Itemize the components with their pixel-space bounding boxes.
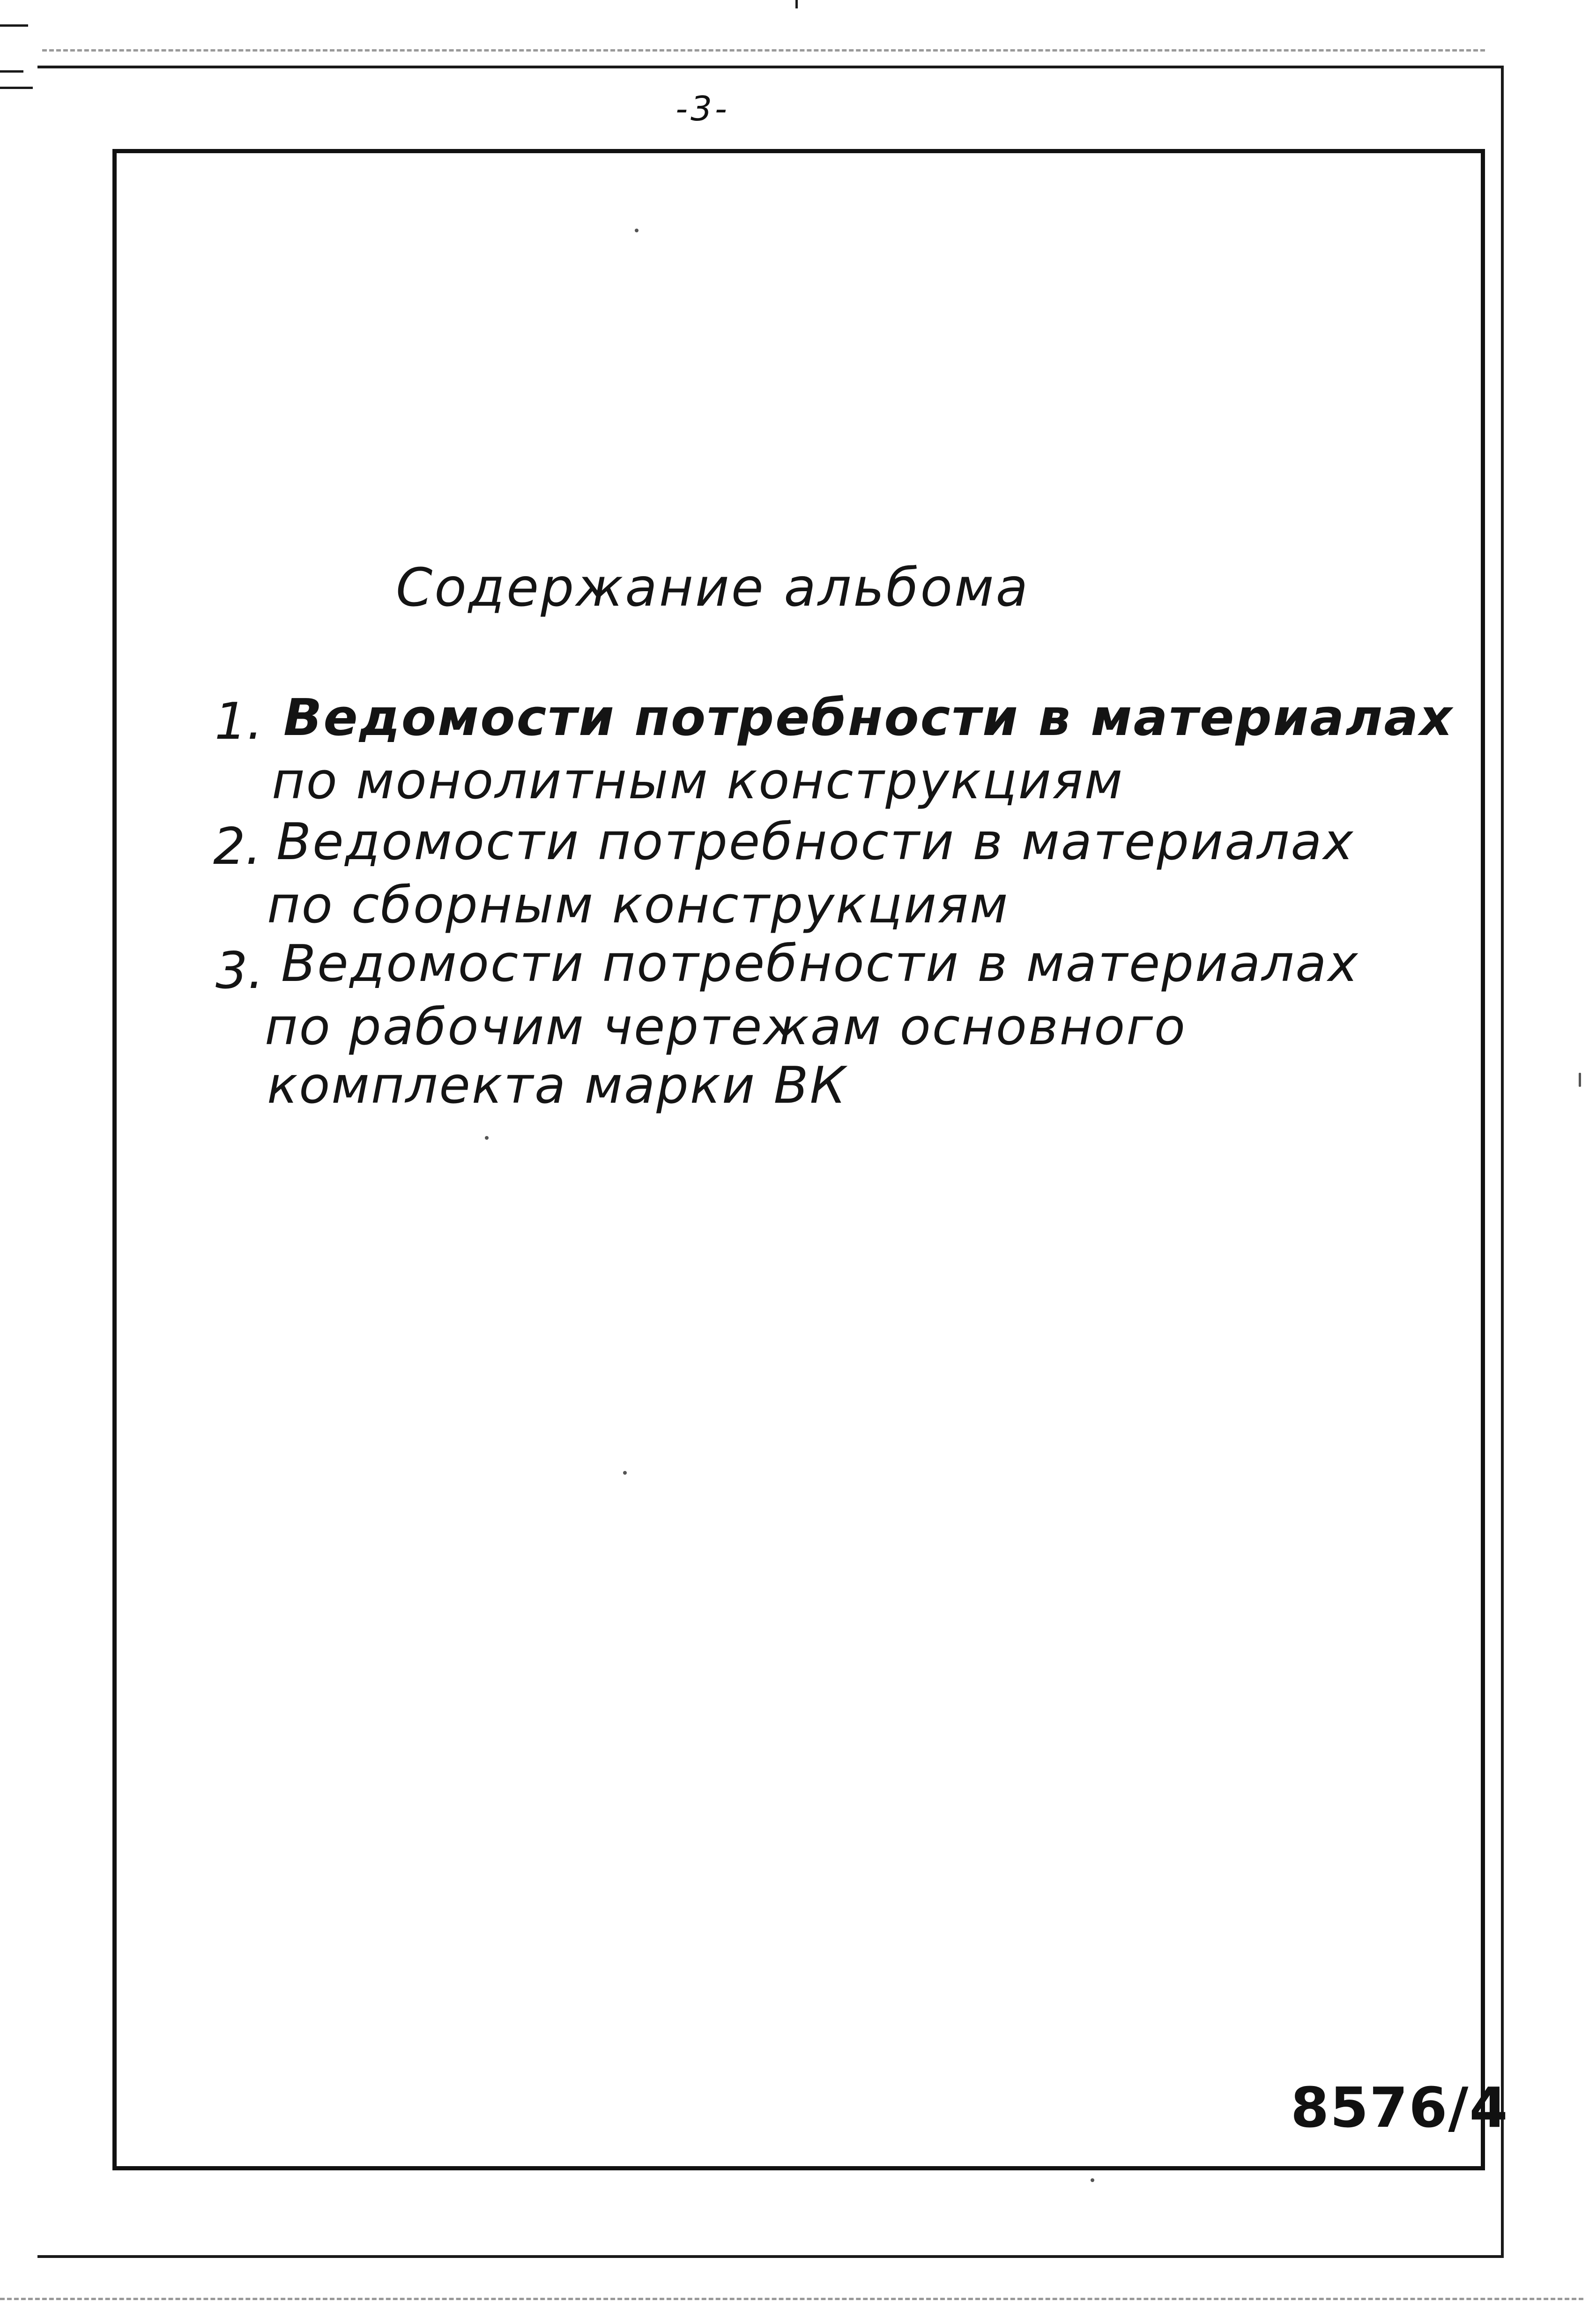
item-3-line-3: комплекта марки ВК — [267, 1056, 847, 1115]
scan-speck — [1579, 1073, 1581, 1087]
item-3-number: 3. — [215, 942, 264, 1000]
scan-speck — [485, 1136, 489, 1140]
page-number: -3- — [676, 89, 730, 128]
item-1-line-2: по монолитным конструкциям — [272, 752, 1124, 810]
scan-edge-left-tick-2 — [0, 87, 33, 89]
item-3-line-2: по рабочим чертежам основного — [265, 998, 1187, 1056]
drawing-frame — [112, 149, 1485, 2170]
item-2-line-1: Ведомости потребности в материалах — [276, 813, 1355, 871]
item-1-number: 1. — [215, 692, 263, 751]
scan-speck — [635, 229, 639, 232]
scan-edge-top-left — [0, 24, 28, 27]
scan-edge-left-tick — [0, 70, 23, 73]
scan-speck — [623, 1471, 627, 1475]
scan-dash-bottom — [0, 2298, 1583, 2300]
album-contents-title: Содержание альбома — [396, 557, 1030, 618]
item-3-line-1: Ведомости потребности в материалах — [281, 935, 1359, 993]
scan-speck — [1091, 2178, 1094, 2182]
item-2-line-2: по сборным конструкциям — [267, 876, 1010, 935]
scan-dash-top — [42, 49, 1485, 52]
item-1-line-1: Ведомости потребности в материалах — [283, 689, 1454, 747]
item-2-number: 2. — [213, 817, 262, 876]
scan-top-notch — [795, 0, 798, 8]
document-code: 8576/4 — [1291, 2075, 1509, 2140]
